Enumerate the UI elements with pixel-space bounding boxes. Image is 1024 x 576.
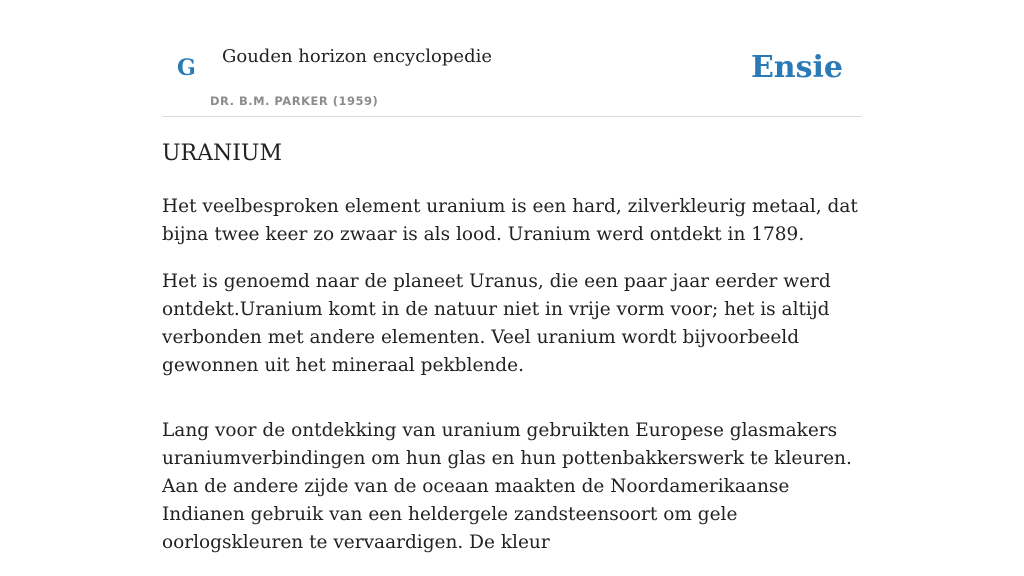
article-paragraph: Het is genoemd naar de planeet Uranus, die een paar jaar eerder werd ontdekt.Uranium komt in de natuur niet in vrije vorm voor; het is altijd verbonden met andere elementen. Veel uranium wordt bijvoorbeeld gewonnen uit het mineraal pekblende.	[162, 271, 831, 376]
article-paragraph: Het veelbesproken element uranium is een hard, zilverkleurig metaal, dat bijna twee keer zo zwaar is als lood. Uranium werd ontdekt in 1789.	[162, 196, 858, 245]
site-header	[162, 0, 862, 117]
book-title: Gouden horizon encyclopedie	[222, 46, 492, 67]
ensie-logo-link[interactable]: Ensie	[750, 50, 843, 85]
article	[162, 139, 862, 576]
encyclopedia-logo-link[interactable]: G	[177, 55, 196, 81]
book-author: DR. B.M. PARKER (1959)	[210, 94, 379, 108]
article-paragraph: Lang voor de ontdekking van uranium gebruikten Europese glasmakers uraniumverbindingen om hun glas en hun pottenbakkerswerk te kleuren. Aan de andere zijde van de oceaan maakten de Noordamerikaanse Indianen gebruik van een heldergele zandsteensoort om gele oorlogskleuren te vervaardigen. De kleur	[162, 420, 852, 553]
article-title: URANIUM	[162, 141, 283, 166]
